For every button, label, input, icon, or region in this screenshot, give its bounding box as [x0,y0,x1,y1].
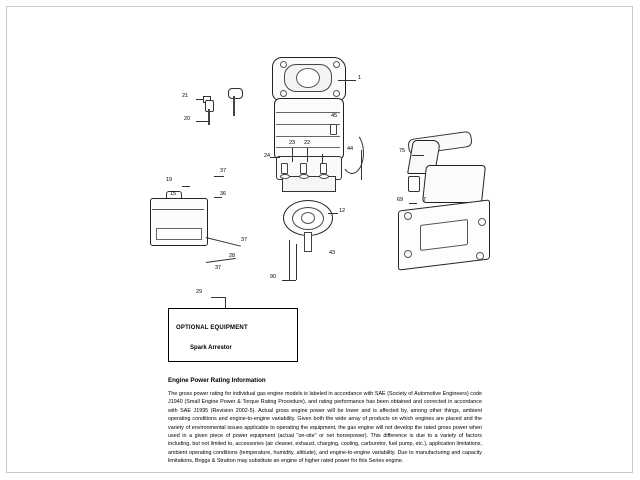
callout-21: 21 [182,93,189,99]
callout-75: 75 [399,148,406,154]
callout-37b: 37 [241,237,248,243]
washer-23 [280,174,290,179]
fuel-tank-seam [152,209,204,210]
bolt-45 [330,124,337,135]
callout-19: 19 [166,177,173,183]
bracket-hole-3 [404,250,412,258]
callout-24: 24 [264,153,271,159]
engine-sump-skirt [282,176,336,192]
callout-7: 7 [423,197,427,203]
washer-22 [299,174,309,179]
crankshaft-stub [304,232,312,252]
callout-23: 23 [289,140,296,146]
callout-22: 22 [304,140,311,146]
dipstick-rod [233,96,235,116]
callout-12: 12 [339,208,346,214]
engine-flywheel-circle [296,68,320,88]
engine-pulley-hub [301,212,315,224]
callout-37c: 37 [215,265,222,271]
washer-44 [319,174,329,179]
callout-45: 45 [331,113,338,119]
callout-44: 44 [347,146,354,152]
bolt-22 [300,163,307,174]
engine-housing-bolt-4 [333,90,340,97]
bracket-hole-4 [476,252,484,260]
fuel-tank-panel [156,228,202,240]
optional-equipment-header: OPTIONAL EQUIPMENT [176,325,248,331]
callout-15: 15 [170,191,177,197]
engine-block-line-4 [276,147,340,148]
callout-36: 36 [220,191,227,197]
bolt-44 [320,163,327,174]
callout-37a: 37 [220,168,227,174]
engine-housing-bolt-1 [280,61,287,68]
bolt-23 [281,163,288,174]
callout-1: 1 [358,75,362,81]
dipstick-tube-stem [208,109,210,125]
power-rating-title: Engine Power Rating Information [168,377,266,384]
engine-housing-bolt-2 [333,61,340,68]
callout-20: 20 [184,116,191,122]
bracket-hole-2 [478,218,486,226]
optional-equipment-box [168,308,298,362]
engine-housing-bolt-3 [280,90,287,97]
bracket-hole-1 [404,212,412,220]
callout-69: 69 [397,197,404,203]
muffler-body [422,165,486,203]
dipstick-handle [228,88,243,99]
optional-equipment-item-spark-arrestor: Spark Arrestor [190,345,232,351]
callout-28: 28 [229,253,236,259]
callout-43: 43 [329,250,336,256]
callout-29: 29 [196,289,203,295]
muffler-gasket [408,176,420,192]
callout-90: 90 [270,274,277,280]
power-rating-body: The gross power rating for individual gas engine models is labeled in accordance with SAE (Society of Automotive Engineers) code J1940 (Small Engine Power & Torque Rating Procedure), and rating performance has been obtained and corrected in accordance with SAE J1995 (Revision 2002-5). Actual gross engine power will be lower and is affected by, among other things, ambient operating conditions and engine-to-engine variability. Given both the wide array of products on which engines are placed and the variety of environmental issues applicable to operating the equipment, the gas engine will not develop the rated gross power when used in a given piece of power equipment (actual "on-site" or net horsepower). This difference is due to a variety of factors including, but not limited to, accessories (air cleaner, exhaust, charging, cooling, carburetor, fuel pump, etc.), application limitations, ambient operating conditions (temperature, humidity, altitude), and engine-to-engine variability. Due to manufacturing and capacity limitations, Briggs & Stratton may substitute an engine of higher rated power for this Series engine. [168,391,482,464]
engine-block-line-3 [276,136,340,137]
